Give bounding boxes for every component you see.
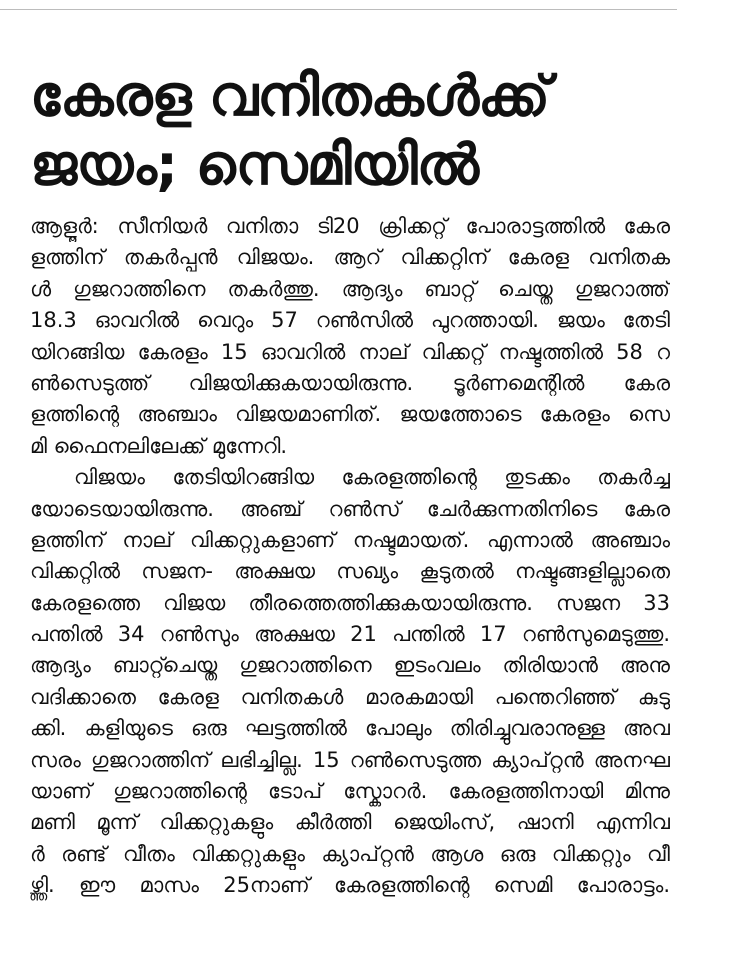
- article-line: ളത്തിന് നാല് വിക്കറ്റുകളാണ് നഷ്ടമായത്. എന്നാൽ അഞ്ചാം: [30, 527, 670, 552]
- article-line: ആദ്യം ബാറ്റ്ചെയ്ത ഗുജറാത്തിനെ ഇടംവലം തിരിയാൻ അനു: [30, 653, 670, 678]
- article-body: [30, 211, 670, 902]
- article-line: യിറങ്ങിയ കേരളം 15 ഓവറിൽ നാല് വിക്കറ്റ് നഷ്ടത്തിൽ 58 റ: [30, 339, 670, 364]
- article-line: ൾ ഗുജറാത്തിനെ തകർത്തു. ആദ്യം ബാറ്റ് ചെയ്ത ഗുജറാത്ത്: [30, 276, 670, 301]
- article-line: ർ രണ്ട് വീതം വിക്കറ്റുകളും ക്യാപ്റ്റൻ ആശ ഒരു വിക്കറ്റും വീ: [30, 841, 670, 866]
- article-line: ഴ്ത്തി. ഈ മാസം 25നാണ് കേരളത്തിന്റെ സെമി പോരാട്ടം.: [30, 873, 670, 898]
- article-line: യാണ് ഗുജറാത്തിന്റെ ടോപ് സ്കോറർ. കേരളത്തിനായി മിന്നു: [30, 779, 670, 804]
- article-line: ക്കി. കളിയുടെ ഒരു ഘട്ടത്തിൽ പോലും തിരിച്ചുവരാനുള്ള അവ: [30, 716, 670, 741]
- headline: [30, 62, 670, 200]
- article-line: വിക്കറ്റിൽ സജന- അക്ഷയ സഖ്യം കൂടുതൽ നഷ്ടങ്ങളില്ലാതെ: [30, 559, 670, 584]
- headline-line-1: കേരള വനിതകൾക്ക്: [30, 64, 549, 129]
- article-line: യോടെയായിരുന്നു. അഞ്ച് റൺസ് ചേർക്കുന്നതിനിടെ കേര: [30, 496, 670, 521]
- article-line: വദിക്കാതെ കേരള വനിതകൾ മാരകമായി പന്തെറിഞ്ഞ് കുടു: [30, 684, 670, 709]
- article-line: കേരളത്തെ വിജയ തീരത്തെത്തിക്കുകയായിരുന്നു. സജന 33: [30, 590, 670, 615]
- article-line: വിജയം തേടിയിറങ്ങിയ കേരളത്തിന്റെ തുടക്കം തകർച്ച: [74, 465, 670, 490]
- top-divider: [0, 9, 677, 10]
- article-line: ളത്തിന്റെ അഞ്ചാം വിജയമാണിത്. ജയത്തോടെ കേരളം സെ: [30, 402, 670, 427]
- article-line: സരം ഗുജറാത്തിന് ലഭിച്ചില്ല. 15 റൺസെടുത്ത ക്യാപ്റ്റൻ അനഘ: [30, 747, 670, 772]
- headline-line-2: ജയം; സെമിയിൽ: [30, 133, 479, 198]
- article-line: പന്തിൽ 34 റൺസും അക്ഷയ 21 പന്തിൽ 17 റൺസുമെടുത്തു.: [30, 622, 670, 647]
- article-line: ളത്തിന് തകർപ്പൻ വിജയം. ആറ് വിക്കറ്റിന് കേരള വനിതക: [30, 245, 670, 270]
- article-line: മണി മൂന്ന് വിക്കറ്റുകളും കീർത്തി ജെയിംസ്, ഷാനി എന്നിവ: [30, 810, 670, 835]
- article-line: ആളൂർ: സീനിയർ വനിതാ ടി20 ക്രിക്കറ്റ് പോരാട്ടത്തിൽ കേര: [30, 214, 670, 238]
- article-line: ൺസെടുത്ത് വിജയിക്കുകയായിരുന്നു. ടൂർണമെന്റിൽ കേര: [30, 370, 670, 395]
- article-line: മി ഫൈനലിലേക്ക് മുന്നേറി.: [30, 433, 288, 458]
- article-line: 18.3 ഓവറിൽ വെറും 57 റൺസിൽ പുറത്തായി. ജയം തേടി: [30, 308, 670, 333]
